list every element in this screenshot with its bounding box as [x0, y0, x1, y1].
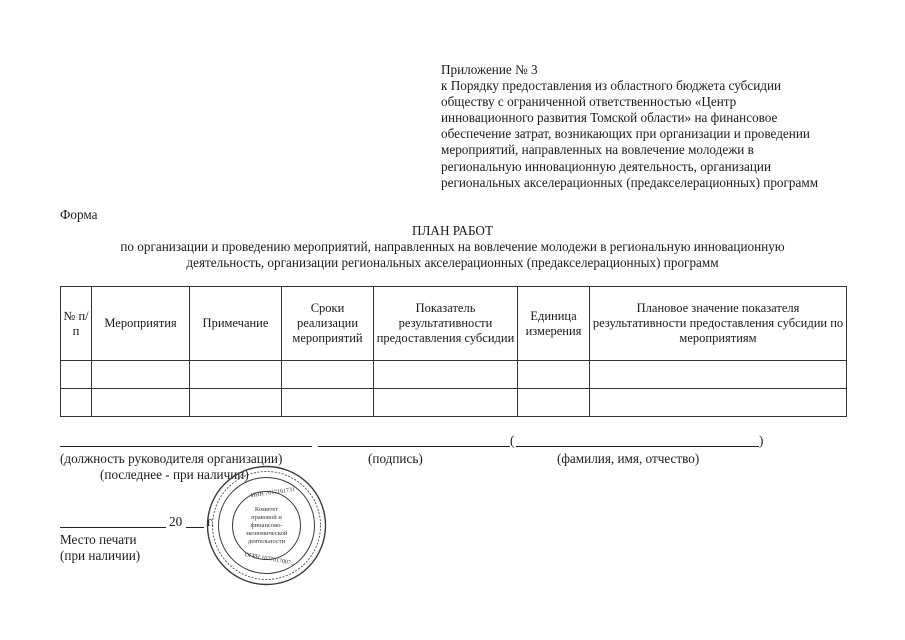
stamp-text-line: финансово- [250, 522, 283, 529]
stamp-place-label: Место печати [60, 532, 137, 547]
stamp-ogrn: ОГРН 1077017007... [243, 552, 296, 568]
signature-caption: (подпись) [368, 451, 423, 466]
table-cell[interactable] [518, 361, 590, 389]
close-paren: ) [759, 433, 764, 448]
appendix-line: мероприятий, направленных на вовлечение молодежи в [441, 142, 754, 158]
appendix-line: обществу с ограниченной ответственностью «Центр [441, 94, 737, 110]
form-label: Форма [60, 207, 98, 222]
column-header-note: Примечание [190, 287, 282, 361]
table-cell[interactable] [190, 389, 282, 417]
table-cell[interactable] [61, 361, 92, 389]
open-paren: ( [510, 433, 515, 448]
table-cell[interactable] [61, 389, 92, 417]
table-cell[interactable] [190, 361, 282, 389]
table-cell[interactable] [282, 389, 374, 417]
table-cell[interactable] [92, 361, 190, 389]
year-suffix: г. [207, 514, 215, 529]
table-cell[interactable] [92, 389, 190, 417]
title-subline-1: по организации и проведению мероприятий, направленных на вовлечение молодежи в региональную инновационную [120, 239, 785, 254]
column-header-planned-value: Плановое значение показателя результативности предоставления субсидии по мероприятиям [590, 287, 847, 361]
appendix-line: региональную инновационную деятельность, организации [441, 158, 772, 174]
appendix-line: Приложение № 3 [441, 62, 538, 77]
table-cell[interactable] [282, 361, 374, 389]
table-cell[interactable] [374, 361, 518, 389]
table-cell[interactable] [518, 389, 590, 417]
table-row [61, 361, 847, 389]
stamp-text-line: экономической [245, 530, 288, 537]
appendix-line: инновационного развития Томской области» на финансовое [441, 110, 778, 126]
full-name-line[interactable] [516, 446, 759, 447]
appendix-line: обеспечение затрат, возникающих при организации и проведении [441, 126, 810, 142]
position-caption-note: (последнее - при наличии) [100, 467, 249, 482]
year-line[interactable] [186, 527, 204, 528]
table-cell[interactable] [374, 389, 518, 417]
position-caption: (должность руководителя организации) [60, 451, 283, 466]
column-header-events: Мероприятия [92, 287, 190, 361]
date-line[interactable] [60, 527, 166, 528]
appendix-line: региональных акселерационных (предакселерационных) программ [441, 174, 819, 190]
signature-line[interactable] [318, 446, 510, 447]
document-title: ПЛАН РАБОТ [411, 223, 494, 238]
table-cell[interactable] [590, 389, 847, 417]
stamp-text-line: правовой и [251, 514, 282, 521]
column-header-indicator: Показатель результативности предоставления субсидии [374, 287, 518, 361]
round-stamp [205, 464, 328, 587]
stamp-text-line: деятельности [247, 538, 286, 545]
appendix-line: к Порядку предоставления из областного бюджета субсидии [441, 78, 782, 94]
column-header-number: № п/п [61, 287, 92, 361]
table-cell[interactable] [590, 361, 847, 389]
full-name-caption: (фамилия, имя, отчество) [557, 451, 700, 466]
stamp-text-line: Комитет [254, 506, 279, 513]
column-header-unit: Единица измерения [518, 287, 590, 361]
position-line[interactable] [60, 446, 312, 447]
plan-table [60, 286, 847, 417]
table-header-row [61, 287, 847, 361]
stamp-inn: ИНН 7017161731 [250, 486, 296, 500]
appendix-block [441, 62, 881, 191]
title-subline-2: деятельность, организации региональных акселерационных (предакселерационных) программ [186, 255, 719, 270]
table-row [61, 389, 847, 417]
year-prefix: 20 [169, 514, 183, 529]
stamp-place-note: (при наличии) [60, 548, 141, 563]
column-header-deadlines: Сроки реализации мероприятий [282, 287, 374, 361]
